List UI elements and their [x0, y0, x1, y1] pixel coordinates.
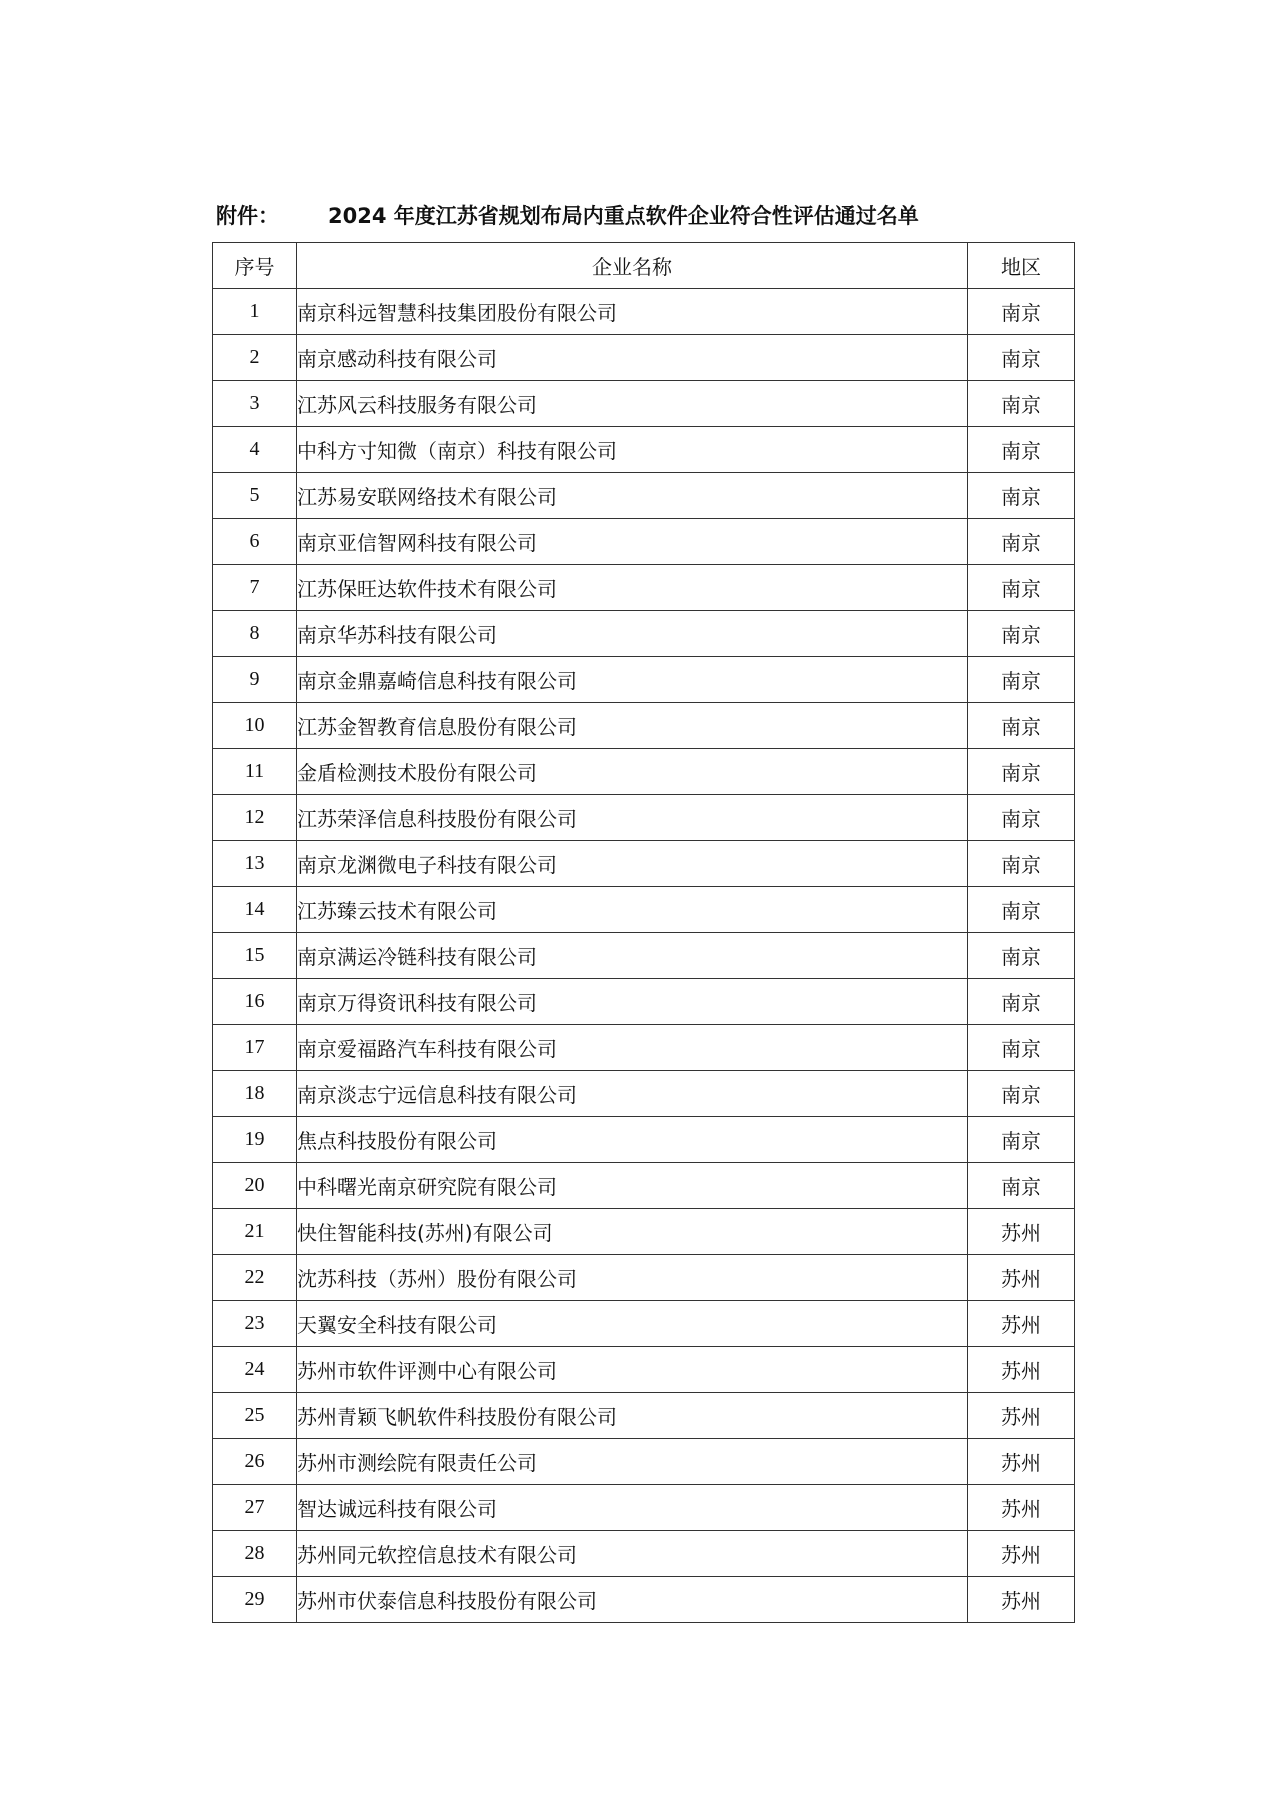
table-body [213, 289, 1075, 1623]
row-company-name: 江苏臻云技术有限公司 [297, 887, 968, 933]
row-region: 南京 [968, 335, 1075, 381]
row-company-name: 江苏风云科技服务有限公司 [297, 381, 968, 427]
row-serial-number: 26 [213, 1439, 297, 1485]
row-region: 南京 [968, 473, 1075, 519]
table-row [213, 427, 1075, 473]
row-region: 南京 [968, 519, 1075, 565]
row-company-name: 焦点科技股份有限公司 [297, 1117, 968, 1163]
row-serial-number: 6 [213, 519, 297, 565]
row-region: 南京 [968, 795, 1075, 841]
table-row [213, 381, 1075, 427]
row-company-name: 江苏荣泽信息科技股份有限公司 [297, 795, 968, 841]
table-row [213, 1071, 1075, 1117]
row-serial-number: 21 [213, 1209, 297, 1255]
company-list-table [212, 242, 1075, 1623]
table-row [213, 887, 1075, 933]
table-row [213, 703, 1075, 749]
row-company-name: 南京亚信智网科技有限公司 [297, 519, 968, 565]
row-serial-number: 7 [213, 565, 297, 611]
row-region: 苏州 [968, 1577, 1075, 1623]
table-row [213, 1025, 1075, 1071]
row-region: 苏州 [968, 1393, 1075, 1439]
table-header-row [213, 243, 1075, 289]
row-company-name: 南京龙渊微电子科技有限公司 [297, 841, 968, 887]
row-region: 南京 [968, 289, 1075, 335]
attachment-label: 附件： [216, 204, 279, 228]
table-row [213, 657, 1075, 703]
document-heading [216, 198, 1064, 234]
row-region: 南京 [968, 1117, 1075, 1163]
row-company-name: 江苏金智教育信息股份有限公司 [297, 703, 968, 749]
row-company-name: 江苏易安联网络技术有限公司 [297, 473, 968, 519]
table-row [213, 1531, 1075, 1577]
row-serial-number: 5 [213, 473, 297, 519]
row-company-name: 天翼安全科技有限公司 [297, 1301, 968, 1347]
row-region: 南京 [968, 611, 1075, 657]
table-row [213, 1577, 1075, 1623]
row-serial-number: 25 [213, 1393, 297, 1439]
header-serial-number: 序号 [213, 243, 297, 289]
row-company-name: 沈苏科技（苏州）股份有限公司 [297, 1255, 968, 1301]
table-row [213, 1163, 1075, 1209]
table-row [213, 933, 1075, 979]
row-serial-number: 23 [213, 1301, 297, 1347]
table-row [213, 841, 1075, 887]
row-region: 南京 [968, 933, 1075, 979]
row-serial-number: 29 [213, 1577, 297, 1623]
row-serial-number: 8 [213, 611, 297, 657]
row-serial-number: 18 [213, 1071, 297, 1117]
table-row [213, 565, 1075, 611]
row-serial-number: 19 [213, 1117, 297, 1163]
row-region: 南京 [968, 427, 1075, 473]
row-region: 苏州 [968, 1531, 1075, 1577]
row-serial-number: 22 [213, 1255, 297, 1301]
row-company-name: 中科方寸知微（南京）科技有限公司 [297, 427, 968, 473]
row-region: 南京 [968, 979, 1075, 1025]
row-serial-number: 13 [213, 841, 297, 887]
table-row [213, 1439, 1075, 1485]
table-row [213, 335, 1075, 381]
row-company-name: 苏州青颖飞帆软件科技股份有限公司 [297, 1393, 968, 1439]
table-row [213, 289, 1075, 335]
row-company-name: 金盾检测技术股份有限公司 [297, 749, 968, 795]
row-company-name: 快住智能科技(苏州)有限公司 [297, 1209, 968, 1255]
table-row [213, 1485, 1075, 1531]
row-region: 南京 [968, 703, 1075, 749]
row-region: 苏州 [968, 1301, 1075, 1347]
table-row [213, 1255, 1075, 1301]
row-serial-number: 9 [213, 657, 297, 703]
row-company-name: 苏州同元软控信息技术有限公司 [297, 1531, 968, 1577]
row-serial-number: 3 [213, 381, 297, 427]
row-region: 南京 [968, 1071, 1075, 1117]
row-company-name: 南京满运冷链科技有限公司 [297, 933, 968, 979]
row-company-name: 苏州市软件评测中心有限公司 [297, 1347, 968, 1393]
table-row [213, 1117, 1075, 1163]
row-serial-number: 4 [213, 427, 297, 473]
table-row [213, 611, 1075, 657]
row-company-name: 中科曙光南京研究院有限公司 [297, 1163, 968, 1209]
row-region: 南京 [968, 1025, 1075, 1071]
table-row [213, 519, 1075, 565]
row-serial-number: 14 [213, 887, 297, 933]
row-region: 苏州 [968, 1439, 1075, 1485]
table-row [213, 1393, 1075, 1439]
header-region: 地区 [968, 243, 1075, 289]
row-serial-number: 20 [213, 1163, 297, 1209]
row-region: 南京 [968, 381, 1075, 427]
table-row [213, 1347, 1075, 1393]
table-row [213, 795, 1075, 841]
row-region: 苏州 [968, 1347, 1075, 1393]
row-serial-number: 2 [213, 335, 297, 381]
row-company-name: 智达诚远科技有限公司 [297, 1485, 968, 1531]
row-company-name: 南京爱福路汽车科技有限公司 [297, 1025, 968, 1071]
table-row [213, 473, 1075, 519]
row-serial-number: 12 [213, 795, 297, 841]
table-row [213, 1301, 1075, 1347]
row-serial-number: 15 [213, 933, 297, 979]
table-row [213, 1209, 1075, 1255]
row-region: 南京 [968, 1163, 1075, 1209]
row-region: 苏州 [968, 1255, 1075, 1301]
row-region: 南京 [968, 841, 1075, 887]
row-region: 南京 [968, 565, 1075, 611]
document-title: 2024 年度江苏省规划布局内重点软件企业符合性评估通过名单 [328, 204, 919, 228]
row-serial-number: 1 [213, 289, 297, 335]
table-row [213, 749, 1075, 795]
row-company-name: 苏州市测绘院有限责任公司 [297, 1439, 968, 1485]
row-region: 南京 [968, 657, 1075, 703]
row-company-name: 南京感动科技有限公司 [297, 335, 968, 381]
row-serial-number: 16 [213, 979, 297, 1025]
row-serial-number: 17 [213, 1025, 297, 1071]
row-serial-number: 11 [213, 749, 297, 795]
row-company-name: 江苏保旺达软件技术有限公司 [297, 565, 968, 611]
row-serial-number: 10 [213, 703, 297, 749]
row-region: 苏州 [968, 1485, 1075, 1531]
row-company-name: 南京淡志宁远信息科技有限公司 [297, 1071, 968, 1117]
row-company-name: 南京科远智慧科技集团股份有限公司 [297, 289, 968, 335]
row-company-name: 南京金鼎嘉崎信息科技有限公司 [297, 657, 968, 703]
row-company-name: 南京华苏科技有限公司 [297, 611, 968, 657]
row-serial-number: 27 [213, 1485, 297, 1531]
row-serial-number: 24 [213, 1347, 297, 1393]
header-company-name: 企业名称 [297, 243, 968, 289]
row-region: 苏州 [968, 1209, 1075, 1255]
row-region: 南京 [968, 749, 1075, 795]
row-region: 南京 [968, 887, 1075, 933]
table-row [213, 979, 1075, 1025]
row-company-name: 南京万得资讯科技有限公司 [297, 979, 968, 1025]
row-serial-number: 28 [213, 1531, 297, 1577]
row-company-name: 苏州市伏泰信息科技股份有限公司 [297, 1577, 968, 1623]
